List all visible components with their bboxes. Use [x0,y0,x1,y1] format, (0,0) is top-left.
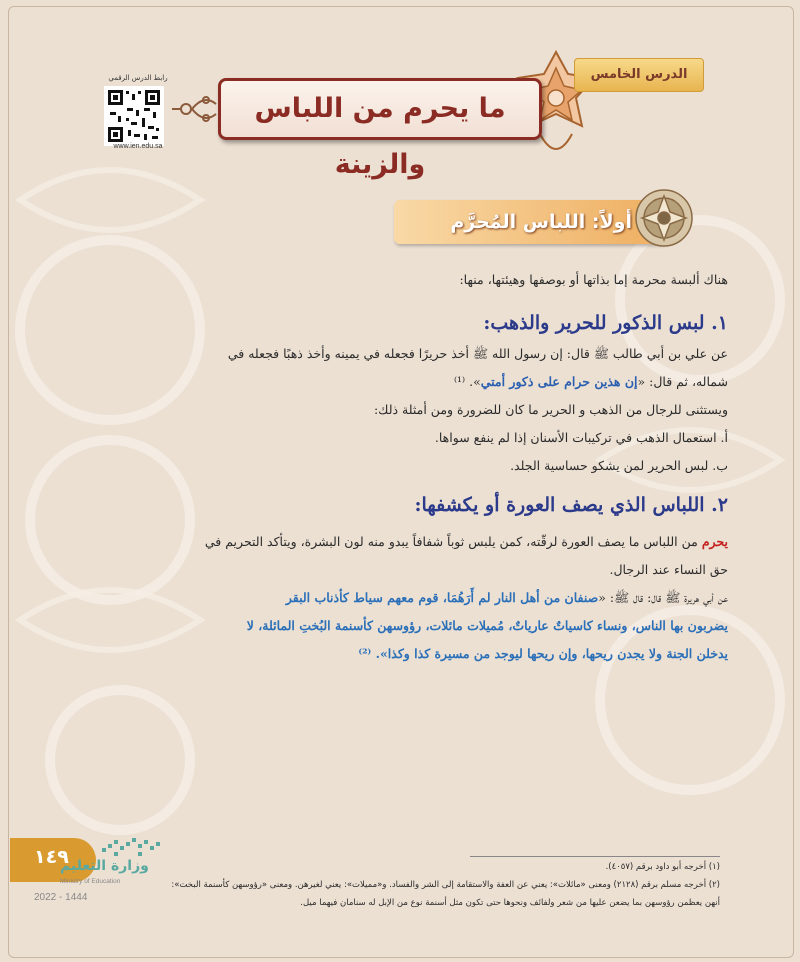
point1-line2-pre: شماله، ثم قال: « [637,374,728,389]
point2-line2: حق النساء عند الرجال. [609,562,728,577]
qr-code[interactable] [104,86,164,146]
point1-line1: عن علي بن أبي طالب ﷺ قال: إن رسول الله ﷺ أخذ حريرًا فجعله في يمينه وأخذ ذهبًا فجعله في [227,346,728,361]
point2-line1 [88,534,728,549]
title-ornament-left [170,84,220,134]
point1-line2 [88,374,728,389]
lesson-number-badge: الدرس الخامس [574,58,704,92]
ministry-name: وزارة التعليم [60,858,149,874]
footnote-rule [470,856,720,857]
edition-year: 2022 - 1444 [34,892,88,903]
point2-hadith-line3: يدخلن الجنة ولا يجدن ريحها، وإن ريحها ليوجد من مسيرة كذا وكذا». ⁽²⁾ [358,646,728,661]
footnote-2: (٢) أخرجه مسلم برقم (٢١٢٨) ومعنى «مائلات»: يعني عن العفة والاستقامة إلى الشر والفساد. و«مميلات»: يعني لغيرهن. ومعنى «رؤوسهن كأسنمة البخت»: [171,880,720,890]
qr-caption: رابط الدرس الرقمي [108,74,168,82]
point1-item-b: ب. لبس الحرير لمن يشكو حساسية الجلد. [510,458,728,473]
point1-hadith-quote: إن هذين حرام على ذكور أمتي [480,374,638,389]
point1-heading: ١. لبس الذكور للحرير والذهب: [483,312,728,334]
page-number: ١٤٩ [34,846,69,868]
point1-item-a: أ. استعمال الذهب في تركيبات الأسنان إذا لم ينفع سواها. [434,430,728,445]
lesson-title: ما يحرم من اللباس والزينة [254,93,506,180]
point1-line2-post: ». ⁽¹⁾ [453,374,481,389]
ministry-logo-icon [100,834,166,860]
intro-text: هناك ألبسة محرمة إما بذاتها أو بوصفها وهيئتها، منها: [459,272,728,287]
section-banner [394,200,668,244]
ministry-name-en: Ministry of Education [60,878,121,885]
footnote-3: أنهن يعظمن رؤوسهن بما يضعن عليها من شعر ولفائف ونحوها حتى تكون مثل أسنمة نوع من الإبل له سنامان فيهما ميل. [300,898,720,908]
point2-hadith-start: صنفان من أهل النار لم أَرَهُمَا، قوم معهم سياط كأذناب البقر [285,590,599,605]
point1-line3: ويستثنى للرجال من الذهب و الحرير ما كان للضرورة ومن أمثلة ذلك: [373,402,728,417]
footnote-1: (١) أخرجه أبو داود برقم (٤٠٥٧). [605,862,720,872]
point2-heading: ٢. اللباس الذي يصف العورة أو يكشفها: [414,494,728,516]
lesson-title-box [218,78,542,180]
point2-line3 [88,590,728,609]
point2-keyword: يحرم [701,534,728,549]
section-rosette-icon [632,186,696,250]
qr-url[interactable]: www.ien.edu.sa [113,143,163,150]
point2-line3-pre: عن أبي هريرة ﷺ قال: قال ﷺ: « [598,590,728,605]
point2-hadith-line2: يضربون بها الناس، ونساء كاسياتٌ عارياتٌ، مُميلات مائلات، رؤوسهن كأسنمة البُختِ المائلة، لا [246,618,728,633]
section-title: أولاً: اللباس المُحرَّم [450,211,632,233]
point2-line1-text: من اللباس ما يصف العورة لرقّته، كمن يلبس ثوباً شفافاً يبدو منه لون البشرة، ويتأكد التحريم في [204,534,702,549]
